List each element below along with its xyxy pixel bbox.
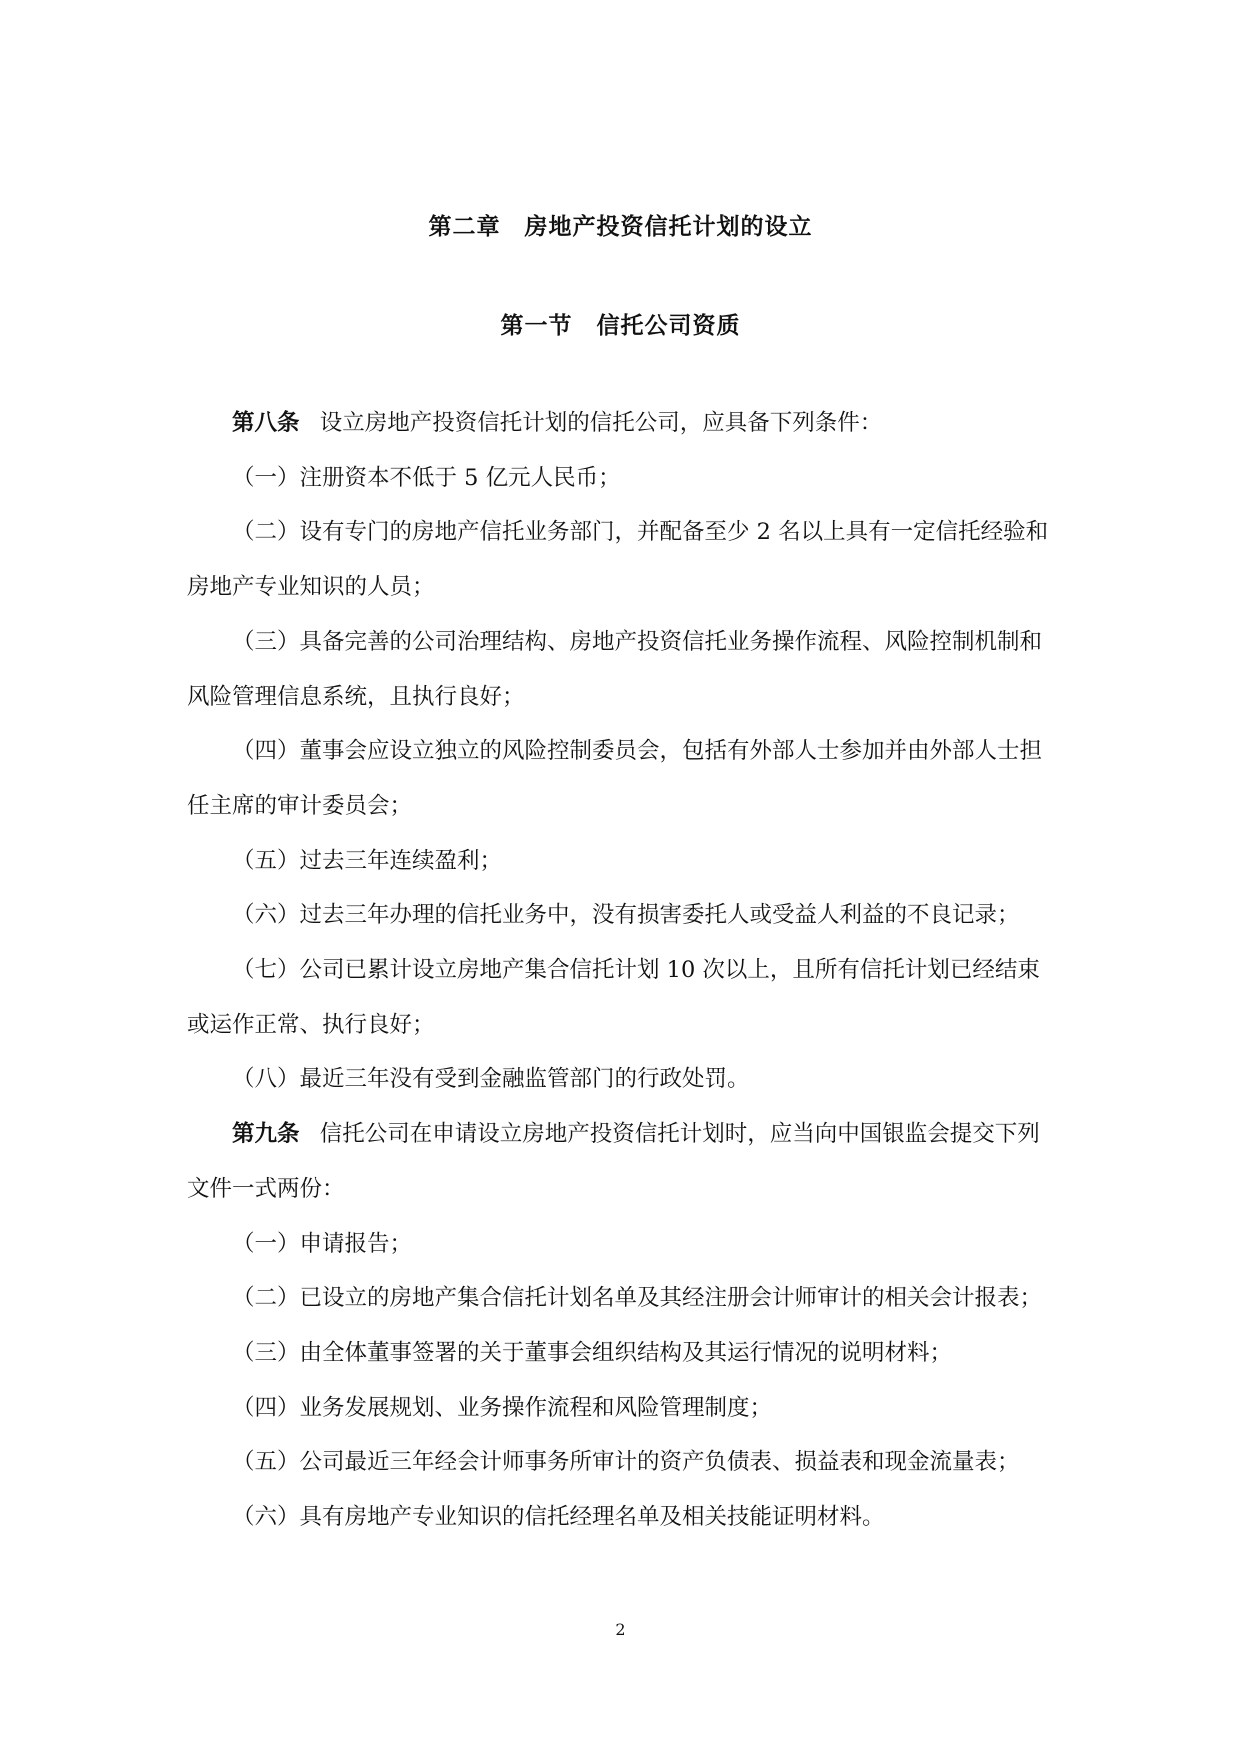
article-8-intro [187, 396, 1057, 451]
body-text [187, 396, 1057, 1545]
article-9-intro-text: 信托公司在申请设立房地产投资信托计划时，应当向中国银监会提交下列文件一式两份： [187, 1121, 1040, 1202]
article-8-item: （六）过去三年办理的信托业务中，没有损害委托人或受益人利益的不良记录； [232, 902, 1020, 929]
section-heading: 第一节 信托公司资质 [500, 313, 741, 339]
article-8-item: （三）具备完善的公司治理结构、房地产投资信托业务操作流程、风险控制机制和风险管理信息系统，且执行良好； [187, 628, 1043, 710]
article-8-item: （五）过去三年连续盈利； [232, 847, 503, 874]
article-8-item: （二）设有专门的房地产信托业务部门，并配备至少 2 名以上具有一定信托经验和房地产专业知识的人员； [187, 519, 1049, 601]
article-9-item: （三）由全体董事签署的关于董事会组织结构及其运行情况的说明材料； [232, 1339, 953, 1366]
article-9-intro [187, 1107, 1057, 1216]
article-9-item: （四）业务发展规划、业务操作流程和风险管理制度； [232, 1394, 773, 1421]
article-8-intro-text: 设立房地产投资信托计划的信托公司，应具备下列条件： [319, 410, 883, 436]
article-8-item: （七）公司已累计设立房地产集合信托计划 10 次以上，且所有信托计划已经结束或运作正常、执行良好； [187, 957, 1040, 1038]
article-8-item: （八）最近三年没有受到金融监管部门的行政处罚。 [232, 1066, 750, 1093]
article-8-item: （一）注册资本不低于 5 亿元人民币； [232, 464, 621, 491]
article-8-item: （四）董事会应设立独立的风险控制委员会，包括有外部人士参加并由外部人士担任主席的审计委员会； [187, 738, 1043, 819]
article-8-title: 第八条 [232, 410, 300, 436]
chapter-heading: 第二章 房地产投资信托计划的设立 [428, 214, 813, 240]
article-9-title: 第九条 [232, 1121, 300, 1148]
article-9-item: （五）公司最近三年经会计师事务所审计的资产负债表、损益表和现金流量表； [232, 1449, 1020, 1476]
page-number: 2 [615, 1620, 626, 1639]
article-9-item: （一）申请报告； [232, 1230, 413, 1257]
article-9-item: （二）已设立的房地产集合信托计划名单及其经注册会计师审计的相关会计报表； [232, 1285, 1043, 1312]
article-9-item: （六）具有房地产专业知识的信托经理名单及相关技能证明材料。 [232, 1504, 885, 1531]
